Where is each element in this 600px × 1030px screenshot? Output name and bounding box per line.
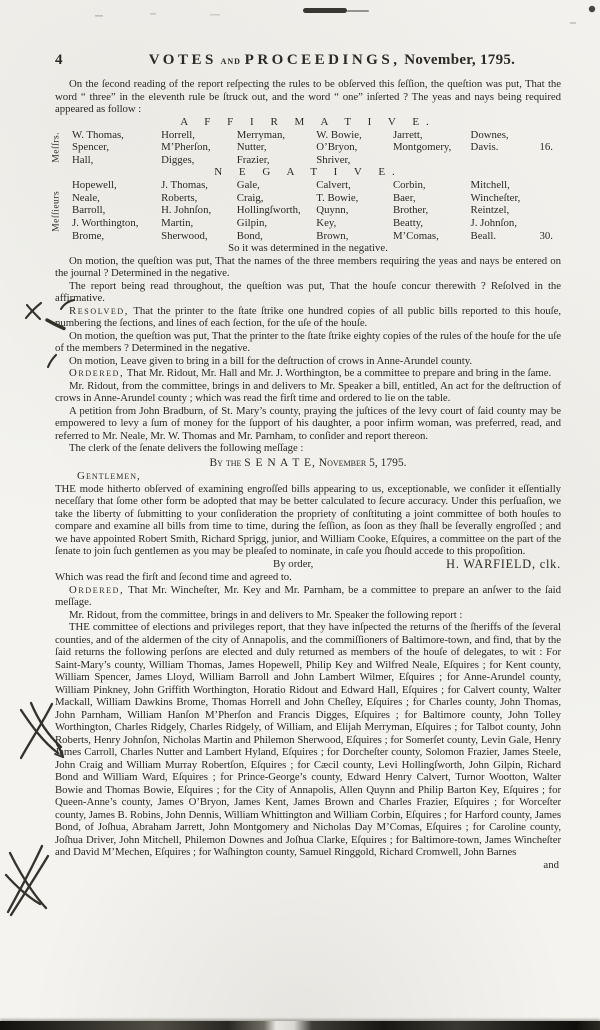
affirmative-col-3 — [237, 129, 317, 167]
member-name: Hopewell, — [72, 179, 117, 192]
paragraph-ordered-committee — [55, 367, 561, 380]
senate-heading — [55, 456, 561, 470]
member-name: Mitchell, — [470, 179, 510, 192]
member-name: Key, — [316, 217, 337, 230]
member-name: Gale, — [236, 179, 260, 192]
scan-edge-artifact — [0, 1021, 600, 1030]
handwritten-x-mark-large-2 — [6, 846, 48, 915]
paragraph-senate-message-body: THE mode hitherto obſerved of examining engroſſed bills appearing to us, exceptionable, we conſider it eſſentially neceſſary that ſome other form be adopted that may be better calculated to ſecure accuracy. Under this perſuaſion, we take the liberty of ſubmitting to your conſideration the propriety of conſtituting a joint committee of both houſes to compare and examine all bills from time to time, during the ſeſſion, as ſoon as they ſhall be ſeverally engroſſed ; and we have appointed Robert Smith, Richard Sprigg, junior, and William Cooke, Eſquires, a committee on the part of the ſenate to join ſuch gentlemen as you may be pleaſed to nominate, in caſe you ſhould accede to this propoſition. — [55, 482, 561, 558]
messrs-label: Meſſrs. — [51, 132, 62, 164]
scan-smudge — [95, 6, 595, 24]
member-name: J. Thomas, — [161, 179, 208, 192]
paragraph-crows-bill-leave: On motion, Leave given to bring in a bill for the deſtruction of crows in Anne-Arundel county. — [69, 354, 472, 367]
affirmative-col-1 — [72, 129, 161, 167]
member-name: Beatty, — [392, 217, 424, 230]
by-order-label: By order, — [273, 557, 314, 570]
member-name: Roberts, — [161, 191, 198, 204]
member-name: Quynn, — [316, 204, 349, 217]
page-number: 4 — [55, 52, 63, 68]
paragraph-second-reading: On the ſecond reading of the report reſpecting the rules to be obſerved this ſeſſion, the queſtion was put, That the word “ three” in the eleventh rule be ſtruck out, and the word “ one” inſerted ? The yeas and nays being required appeared as follow : — [55, 78, 561, 115]
member-name: Neale, — [72, 191, 100, 204]
member-name: Frazier, — [236, 153, 270, 166]
member-name: H. Johnſon, — [161, 204, 212, 217]
signature-row — [55, 558, 561, 572]
paragraph-bradburn-petition: A petition from John Bradburn, of St. Mary’s county, praying the juſtices of the levy court of ſaid county may be empowered to levy a ſum of money for the ſupport of his daughter, a poor infirm woman, was preferred, read, and referred to Mr. Neale, Mr. W. Thomas and Mr. Parnham, to conſider and report thereon. — [55, 404, 561, 442]
member-name: Martin, — [161, 217, 194, 230]
ordered-lead-2: Ordered, — [69, 583, 125, 596]
paragraph-clerk-message: The clerk of the ſenate delivers the following meſſage : — [69, 442, 304, 455]
member-name: Bond, — [236, 229, 263, 242]
member-name: Sherwood, — [161, 229, 208, 242]
member-name: Davis. — [470, 141, 499, 154]
member-name: Jarrett, — [392, 128, 423, 141]
member-name: Corbin, — [392, 179, 426, 192]
member-name: Horrell, — [161, 128, 195, 141]
title-and: and — [220, 53, 241, 67]
title-votes: VOTES — [148, 52, 217, 68]
member-name: Shriver, — [316, 153, 351, 166]
affirmative-col-6 — [471, 129, 540, 167]
paragraph-names-on-journal: On motion, the queſtion was put, That the names of the three members requiring the yeas and nays be entered on the journal ? Determined in the negative. — [55, 254, 561, 280]
negative-col-5 — [393, 179, 471, 242]
member-name: M’Pherſon, — [161, 141, 211, 154]
resolved-lead: Resolved, — [69, 304, 130, 317]
paragraph-ordered-answer — [55, 584, 561, 609]
negative-col-1 — [72, 179, 161, 242]
affirmative-heading: A F F I R M A T I V E. — [180, 115, 436, 128]
member-name: J. Johnſon, — [470, 217, 518, 230]
member-name: Spencer, — [72, 141, 110, 154]
member-name: Brome, — [72, 229, 105, 242]
member-name: Brown, — [316, 229, 349, 242]
member-name: Nutter, — [236, 141, 267, 154]
member-name: Hollingſworth, — [236, 204, 301, 217]
affirmative-col-4 — [316, 129, 393, 167]
member-name: Barroll, — [72, 204, 106, 217]
affirmative-vote-table — [51, 128, 561, 167]
member-name: Beall. — [470, 229, 497, 242]
senate-heading-word: S E N A T E, — [244, 456, 316, 469]
resolved-text: That the printer to the ſtate ſtrike one hundred copies of all public bills reported to this houſe, numbering the ſections, and lines of each ſection, for the uſe of the houſe. — [55, 304, 561, 330]
negative-vote-table — [51, 179, 561, 242]
paragraph-eighty-copies: On motion, the queſtion was put, That the printer to the ſtate ſtrike eighty copies of the rules of the houſe for the uſe of the members ? Determined in the negative. — [55, 329, 561, 355]
affirmative-col-2 — [161, 129, 237, 167]
paragraph-report-concur: The report being read throughout, the queſtion was put, That the houſe concur therewith ? Reſolved in the affirmative. — [55, 279, 561, 305]
title-date: November, 1795. — [404, 52, 516, 68]
member-name: Calvert, — [316, 179, 351, 192]
senate-heading-date: November 5, 1795. — [318, 456, 407, 469]
title-proceedings: PROCEEDINGS, — [244, 52, 401, 68]
catchword: and — [543, 858, 559, 871]
ordered-text-2: That Mr. Wincheſter, Mr. Key and Mr. Parnham, be a committee to prepare an anſwer to the ſaid meſſage. — [55, 583, 561, 609]
paragraph-ridout-report: Mr. Ridout, from the committee, brings in and delivers to Mr. Speaker the following report : — [69, 608, 463, 621]
page-header — [55, 52, 561, 69]
paragraph-elections-returns: THE committee of elections and privileges report, that they have inſpected the returns of the ſheriffs of the ſeveral counties, and of the aldermen of the city of Annapolis, and the commiſſioners of Baltimore-town, and find, that by the ſaid returns the following perſons are elected and duly returned as members of the houſe of delegates, to wit : For Saint-Mary’s county, William Thomas, James Hopewell, Philip Key and Wilfred Neale, Eſquires ; for Kent county, William Spencer, James Lloyd, William Barroll and John Lambert Wilmer, Eſquires ; for Anne-Arundel county, William Pinkney, John Griffith Worthington, Horatio Ridout and Edward Hall, Eſquires ; for Calvert county, Walter Mackall, William Dawkins Brome, Thomas Horrell and John Cheſley, Eſquires ; for Charles county, John Thomas, John Parnham, William Hanſon M’Pherſon and Francis Digges, Eſquires ; for Baltimore county, John Tolley Worthington, Charles Ridgely, Charles Ridgely, of William, and Elijah Merryman, Eſquires ; for Talbot county, John Roberts, Henry Johnſon, Nicholas Martin and Philemon Sherwood, Eſquires ; for Somerſet county, Levin Gale, Henry James Carroll, Charles Nutter and Lambert Hyland, Eſquires ; for Dorcheſter county, Solomon Frazier, James Steele, John Craig and William Murray Robertſon, Eſquires ; for Cæcil county, Levi Hollingſworth, John Gilpin, Richard Bond and William Ward, Eſquires ; for Prince-George’s county, Edward Henry Calvert, Turnor Wootton, Walter Bowie and Thomas Bowie, Eſquires ; for the City of Annapolis, Allen Quynn and Philip Barton Key, Eſquires ; for Queen-Anne’s county, James O’Bryon, James Kent, James Brown and Charles Frazier, Eſquires ; for Worceſter county, James B. Robins, John Dennis, William Whittington and William Corbin, Eſquires ; for Harford county, James Bond, of Joſhua, Abraham Jarrett, John Montgomery and Nicholas Day M’Comas, Eſquires ; for Caroline county, Joſhua Driver, John Mitchell, Philemon Downes and Joſhua Clarke, Eſquires ; for Baltimore-town, James Wincheſter and David M’Mechen, Eſquires ; for Waſhington county, Samuel Ringgold, Richard Cromwell, John Barnes — [55, 621, 561, 859]
affirmative-count: 16. — [539, 141, 553, 154]
messieurs-label: Meſſieurs — [51, 190, 62, 232]
member-name: Merryman, — [236, 128, 286, 141]
negative-col-6 — [471, 179, 540, 242]
member-name: O’Bryon, — [316, 141, 358, 154]
paragraph-read-agreed: Which was read the firſt and ſecond time and agreed to. — [55, 571, 292, 584]
member-name: Craig, — [236, 191, 264, 204]
member-name: Montgomery, — [392, 141, 452, 154]
member-name: W. Bowie, — [316, 128, 362, 141]
member-name: T. Bowie, — [316, 191, 359, 204]
member-name: Digges, — [161, 153, 195, 166]
negative-heading: N E G A T I V E. — [214, 166, 402, 179]
negative-col-3 — [237, 179, 317, 242]
member-name: Hall, — [72, 153, 94, 166]
member-name: Gilpin, — [236, 217, 268, 230]
member-name: J. Worthington, — [72, 217, 139, 230]
page-content — [51, 52, 561, 872]
paragraph-resolved-printer — [55, 305, 561, 330]
member-name: W. Thomas, — [72, 128, 124, 141]
member-name: M’Comas, — [392, 229, 439, 242]
negative-col-2 — [161, 179, 237, 242]
negative-count: 30. — [539, 229, 553, 242]
salutation-gentlemen: Gentlemen, — [77, 469, 141, 482]
member-name: Brother, — [392, 204, 429, 217]
negative-col-4 — [316, 179, 393, 242]
clerk-signature: H. WARFIELD, clk. — [446, 556, 561, 571]
paragraph-ridout-bill: Mr. Ridout, from the committee, brings in and delivers to Mr. Speaker a bill, entitled, An act for the deſtruction of crows in Anne-Arundel county ; which was read the firſt time and ordered to lie on the table. — [55, 379, 561, 405]
senate-heading-pre: By the — [209, 456, 242, 469]
member-name: Downes, — [470, 128, 509, 141]
member-name: Wincheſter, — [470, 191, 521, 204]
negative-result-line: So it was determined in the negative. — [228, 242, 388, 255]
member-name: Reintzel, — [470, 204, 510, 217]
member-name: Baer, — [392, 191, 416, 204]
ordered-text: That Mr. Ridout, Mr. Hall and Mr. J. Worthington, be a committee to prepare and bring in the ſame. — [126, 367, 552, 380]
page-title — [103, 52, 561, 69]
affirmative-col-5 — [393, 129, 471, 167]
ordered-lead: Ordered, — [69, 367, 125, 380]
